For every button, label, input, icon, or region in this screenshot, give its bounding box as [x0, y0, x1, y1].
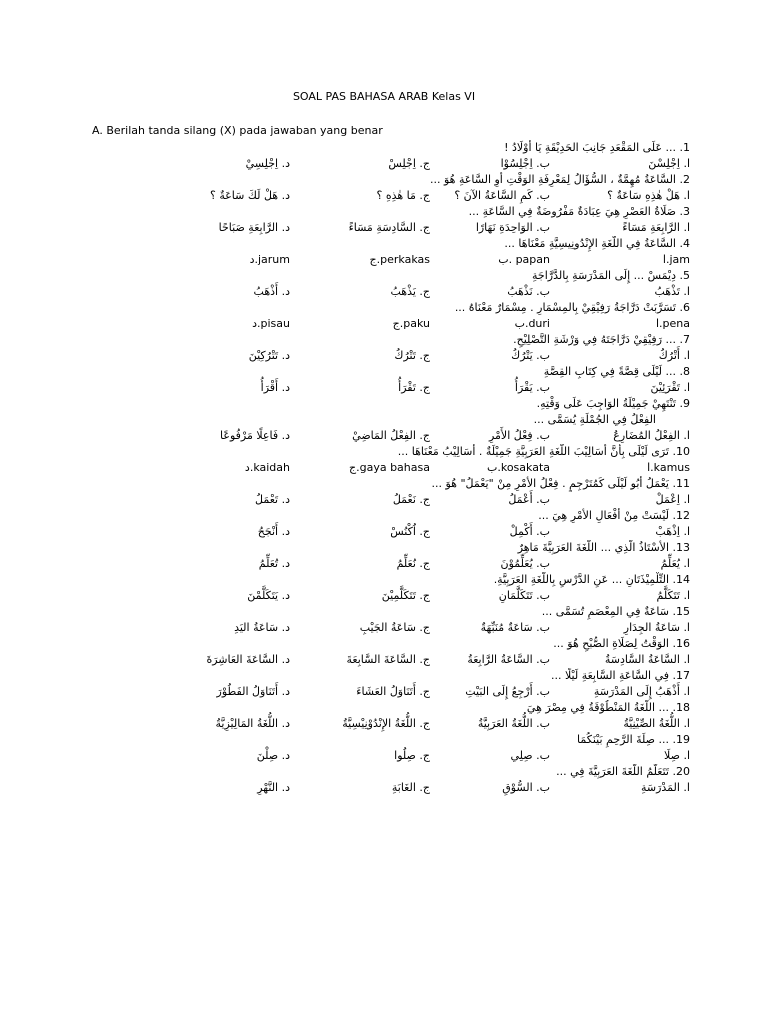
option-c[interactable]: ج. نَعْمَلُ [392, 493, 430, 506]
option-b[interactable]: ب. أَرْجِعُ إِلَى البَيْتِ [465, 685, 550, 698]
option-d[interactable]: kaidah.د [244, 461, 290, 474]
question-item [100, 236, 690, 268]
option-c[interactable]: ج. اِجْلِسْ [388, 157, 430, 170]
question-number: .12 [672, 509, 690, 522]
option-d[interactable]: د. أَنْجَحُ [257, 525, 290, 538]
question-number: .9 [679, 397, 690, 410]
question-item [100, 700, 690, 732]
question-stem: السَّاعَةُ مُهِمَّةٌ ، السُّؤَالُ لِمَعْرِفَةِ الوَقْتِ أَوِ السَّاعَةِ هُوَ ... [430, 173, 676, 186]
option-d[interactable]: د. تَتْرُكِيْنَ [248, 349, 290, 362]
answer-options [100, 492, 690, 508]
question-item [100, 476, 690, 508]
option-d[interactable]: د. فَاعِلًا مَرْفُوعًا [220, 429, 290, 442]
answer-options [100, 556, 690, 572]
question-text [100, 636, 690, 652]
question-item [100, 572, 690, 604]
answer-options [100, 460, 690, 476]
question-item [100, 540, 690, 572]
question-number: .10 [672, 445, 690, 458]
answer-options [100, 252, 690, 268]
question-stem: تَسَرَّبَتْ دَرَّاجَةُ رَفِيْقِيْ بِالمِسْمَارِ . مِسْمَارٌ مَعْنَاهُ ... [454, 301, 676, 314]
question-item [100, 668, 690, 700]
option-d[interactable]: د. الرَّابِعَةِ صَبَاحًا [218, 221, 290, 234]
question-text [100, 444, 690, 460]
answer-options [100, 684, 690, 700]
question-stem: تَتَعَلَّمُ اللُّغَةَ العَرَبِيَّةَ فِي ... [556, 765, 669, 778]
option-c[interactable]: ج. صِلُوا [394, 749, 430, 762]
option-a[interactable]: ا. سَاعَةُ الجِدَارِ [623, 621, 690, 634]
option-c[interactable]: ج. الغَابَةِ [391, 781, 430, 794]
question-text [100, 604, 690, 620]
question-text [100, 700, 690, 716]
question-number: .16 [672, 637, 690, 650]
option-c[interactable]: ج. تَتْرُكُ [394, 349, 430, 362]
option-c[interactable]: ج. مَا هٰذِهِ ؟ [376, 189, 430, 202]
option-a[interactable]: ا. السَّاعَةُ السَّادِسَةُ [604, 653, 690, 666]
question-item [100, 396, 690, 444]
question-number: .18 [672, 701, 690, 714]
option-c[interactable]: ج. أَتَنَاوَلُ العَشَاءَ [356, 685, 430, 698]
option-d[interactable]: د. اِجْلِسِيْ [245, 157, 290, 170]
option-a[interactable]: ا. اللُّغَةُ الصِّيْنِيَّةُ [623, 717, 690, 730]
answer-options [100, 348, 690, 364]
question-text [100, 332, 690, 348]
option-c[interactable]: ج. سَاعَةُ الجَيْبِ [359, 621, 430, 634]
question-number: .2 [679, 173, 690, 186]
question-text [100, 668, 690, 684]
option-b[interactable]: ب. يَتْرُكُ [511, 349, 550, 362]
page-title: SOAL PAS BAHASA ARAB Kelas VI [292, 90, 476, 103]
option-c[interactable]: ج. اللُّغَةُ الإِنْدُوْنِيْسِيَّةُ [342, 717, 430, 730]
answer-options [100, 380, 690, 396]
answer-options [100, 524, 690, 540]
option-c[interactable]: paku.ج [392, 317, 430, 330]
question-number: .5 [679, 269, 690, 282]
option-d[interactable]: د. سَاعَةُ اليَدِ [234, 621, 290, 634]
option-a[interactable]: ا. تَتَكَلَّمُ [656, 589, 690, 602]
answer-options [100, 188, 690, 204]
option-b[interactable]: ب. فِعْلُ الأَمْرِ [488, 429, 550, 442]
question-item [100, 364, 690, 396]
option-c[interactable]: ج. يَذْهَبُ [390, 285, 430, 298]
option-d[interactable]: د. النَّهْرِ [257, 781, 290, 794]
question-number: .7 [679, 333, 690, 346]
question-stem: دِيْمَسْ ... إِلَى المَدْرَسَةِ بِالدَّرَّاجَةِ [532, 269, 676, 282]
question-text [100, 396, 690, 412]
question-number: .15 [672, 605, 690, 618]
question-number: .17 [672, 669, 690, 682]
option-c[interactable]: ج. تَتَكَلَّمِيْنَ [381, 589, 430, 602]
question-item [100, 732, 690, 764]
option-d[interactable]: د. أَتَنَاوَلُ الفَطُوْرَ [216, 685, 290, 698]
question-number: .6 [679, 301, 690, 314]
answer-options [100, 156, 690, 172]
option-b[interactable]: ب. نَذْهَبُ [507, 285, 550, 298]
answer-options [100, 316, 690, 332]
question-stem: يَعْمَلُ أَبُو لَيْلَى كَمُتَرْجِمٍ . فِعْلُ الأَمْرِ مِنْ "يَعْمَلُ" هُوَ ... [431, 477, 669, 490]
option-d[interactable]: د. يَتَكَلَّمْنَ [247, 589, 290, 602]
question-item [100, 268, 690, 300]
option-b[interactable]: ب. يَقْرَأُ [514, 381, 550, 394]
option-d[interactable]: د. أَقْرَأُ [260, 381, 290, 394]
option-b[interactable]: ب. السَّاعَةُ الرَّابِعَةُ [467, 653, 550, 666]
option-b[interactable]: duri.ب [514, 317, 550, 330]
question-text [100, 732, 690, 748]
question-text [100, 204, 690, 220]
option-a[interactable]: ا. تَقْرَئِيْنَ [650, 381, 690, 394]
option-b[interactable]: ب. السُّوْقِ [502, 781, 550, 794]
option-a[interactable]: ا. اِجْلِسْنَ [648, 157, 690, 170]
question-stem: الأُسْتَاذُ الَّذِي ... اللُّغَةَ العَرَبِيَّةَ مَاهِرٌ [517, 541, 669, 554]
question-stem: ... صِلَةَ الرَّحِمِ بَيْنَكُمَا [577, 733, 669, 746]
question-text-continued: الفِعْلُ فِي الجُمْلَةِ يُسَمَّى ... [533, 413, 656, 426]
option-b[interactable]: ب. أَكْمِلْ [509, 525, 550, 538]
option-b[interactable]: ب. يُعَلِّمُوْنَ [500, 557, 550, 570]
question-item [100, 204, 690, 236]
option-a[interactable]: ا. يُعَلِّمُ [660, 557, 690, 570]
option-c[interactable]: ج. السَّاعَةَ السَّابِعَةَ [346, 653, 430, 666]
option-b[interactable]: kosakata.ب [486, 461, 550, 474]
question-number: .4 [679, 237, 690, 250]
answer-options [100, 620, 690, 636]
option-d[interactable]: د. هَلْ لَكَ سَاعَةٌ ؟ [209, 189, 290, 202]
question-text [100, 236, 690, 252]
question-stem: صَلَاةُ العَصْرِ هِيَ عِبَادَةٌ مَفْرُوضَةٌ فِي السَّاعَةِ ... [468, 205, 676, 218]
option-c[interactable]: ج. تَقْرَأُ [398, 381, 430, 394]
question-stem: التِّلْمِيْذَتَانِ ... عَنِ الدَّرْسِ بِاللُّغَةِ العَرَبِيَّةِ. [493, 573, 669, 586]
question-text [100, 764, 690, 780]
question-item [100, 332, 690, 364]
question-number: .11 [672, 477, 690, 490]
answer-options [100, 748, 690, 764]
option-d[interactable]: د. صِلْنَ [256, 749, 290, 762]
option-d[interactable]: pisau.د [252, 317, 290, 330]
option-b[interactable]: ب. سَاعَةٌ مُنَبِّهَةٌ [480, 621, 550, 634]
answer-options [100, 652, 690, 668]
question-item [100, 140, 690, 172]
option-a[interactable]: ا. صِلَا [664, 749, 690, 762]
question-number: .19 [672, 733, 690, 746]
option-c[interactable]: ج. نُعَلِّمُ [396, 557, 430, 570]
option-c[interactable]: ج. اُكْنُسْ [390, 525, 430, 538]
option-a[interactable]: ا. أَتْرُكُ [658, 349, 690, 362]
option-c[interactable]: perkakas.ج [369, 253, 430, 266]
question-stem: السَّاعَةُ فِي اللُّغَةِ الإِنْدُونِيسِيَّةِ مَعْنَاهَا ... [504, 237, 676, 250]
question-number: .20 [672, 765, 690, 778]
answer-options [100, 780, 690, 796]
option-b[interactable]: papan .ب [498, 253, 550, 266]
option-b[interactable]: ب. اِجْلِسُوْا [500, 157, 550, 170]
option-a[interactable]: ا. الفِعْلُ المُضَارِعُ [613, 429, 690, 442]
question-stem: تَنْتَهِيْ جَمِيْلَةُ الوَاجِبَ عَلَى وَقْتِهِ. [536, 397, 676, 410]
instruction-text: A. Berilah tanda silang (X) pada jawaban yang benar [92, 124, 383, 137]
option-a[interactable]: ا. الرَّابِعَةِ مَسَاءً [622, 221, 690, 234]
option-d[interactable]: د. السَّاعَةَ العَاشِرَةَ [206, 653, 290, 666]
question-list [100, 140, 690, 796]
option-c[interactable]: gaya bahasa.ج [349, 461, 430, 474]
option-c[interactable]: ج. الفِعْلُ المَاضِيْ [352, 429, 430, 442]
answer-options [100, 428, 690, 444]
question-text [100, 508, 690, 524]
option-a[interactable]: ا. أَذْهَبُ إِلَى المَدْرَسَةِ [593, 685, 690, 698]
option-c[interactable]: ج. السَّادِسَةِ مَسَاءً [348, 221, 430, 234]
answer-options [100, 284, 690, 300]
question-number: .1 [679, 141, 690, 154]
option-a[interactable]: kamus.ا [647, 461, 690, 474]
option-b[interactable]: ب. تَتَكَلَّمَانِ [498, 589, 550, 602]
question-item [100, 508, 690, 540]
question-number: .13 [672, 541, 690, 554]
answer-options [100, 220, 690, 236]
option-b[interactable]: ب. صِلِي [510, 749, 550, 762]
option-a[interactable]: ا. هَلْ هٰذِهِ سَاعَةٌ ؟ [607, 189, 690, 202]
option-d[interactable]: د. أَذْهَبُ [253, 285, 290, 298]
question-stem: ... رَفِيْقِيْ دَرَّاجَتَهُ فِي وَرْشَةِ التَّصْلِيْحِ. [513, 333, 676, 346]
question-stem: الوَقْتُ لِصَلَاةِ الصُّبْحِ هُوَ ... [553, 637, 669, 650]
question-text [100, 300, 690, 316]
option-b[interactable]: ب. الوَاحِدَةِ نَهَارًا [475, 221, 550, 234]
question-text [100, 140, 690, 156]
question-stem: سَاعَةٌ فِي المِعْصَمِ تُسَمَّى ... [541, 605, 669, 618]
question-item [100, 300, 690, 332]
question-item [100, 444, 690, 476]
option-a[interactable]: ا. اِذْهَبْ [655, 525, 690, 538]
option-a[interactable]: ا. اِعْمَلْ [655, 493, 690, 506]
option-a[interactable]: ا. تَذْهَبُ [654, 285, 690, 298]
question-item [100, 764, 690, 796]
question-text [100, 476, 690, 492]
option-d[interactable]: د. تُعَلِّمُ [258, 557, 290, 570]
question-item [100, 604, 690, 636]
question-number: .14 [672, 573, 690, 586]
question-stem: ... عَلَى المَقْعَدِ جَانِبَ الحَدِيْقَةِ يَا أَوْلَادُ ! [504, 141, 676, 154]
question-text [100, 572, 690, 588]
question-text [100, 268, 690, 284]
option-b[interactable]: ب. أَعْمَلُ [508, 493, 550, 506]
question-stem: ... لَيْلَى قِصَّةً فِي كِتَابِ القِصَّةِ [543, 365, 676, 378]
question-item [100, 636, 690, 668]
question-stem: فِي السَّاعَةِ السَّابِعَةِ لَيْلًا ... [550, 669, 669, 682]
question-text [100, 172, 690, 188]
answer-options [100, 588, 690, 604]
option-d[interactable]: jarum.د [249, 253, 290, 266]
answer-options [100, 716, 690, 732]
question-text [100, 364, 690, 380]
option-d[interactable]: د. تَعْمَلُ [255, 493, 290, 506]
question-stem: لَيْسَتْ مِنْ أَفْعَالِ الأَمْرِ هِيَ ... [538, 509, 669, 522]
option-a[interactable]: jam.ا [662, 253, 690, 266]
question-stem: تَرَى لَيْلَى بِأَنَّ أَسَالِيْبَ اللُّغَةِ العَرَبِيَّةِ جَمِيْلَةٌ . أَسَالِيْبُ مَعْنَاهَا ... [397, 445, 669, 458]
option-b[interactable]: ب. اللُّغَةُ العَرَبِيَّةُ [477, 717, 550, 730]
question-stem: ... اللُّغَةُ المَنْطُوْقَةُ فِي مِصْرَ هِيَ [526, 701, 669, 714]
question-text [100, 540, 690, 556]
question-item [100, 172, 690, 204]
question-number: .8 [679, 365, 690, 378]
option-b[interactable]: ب. كَمِ السَّاعَةُ الآنَ ؟ [454, 189, 550, 202]
option-a[interactable]: pena.ا [655, 317, 690, 330]
question-number: .3 [679, 205, 690, 218]
option-d[interactable]: د. اللُّغَةُ المَالِيْزِيَّةُ [215, 717, 290, 730]
option-a[interactable]: ا. المَدْرَسَةِ [640, 781, 690, 794]
